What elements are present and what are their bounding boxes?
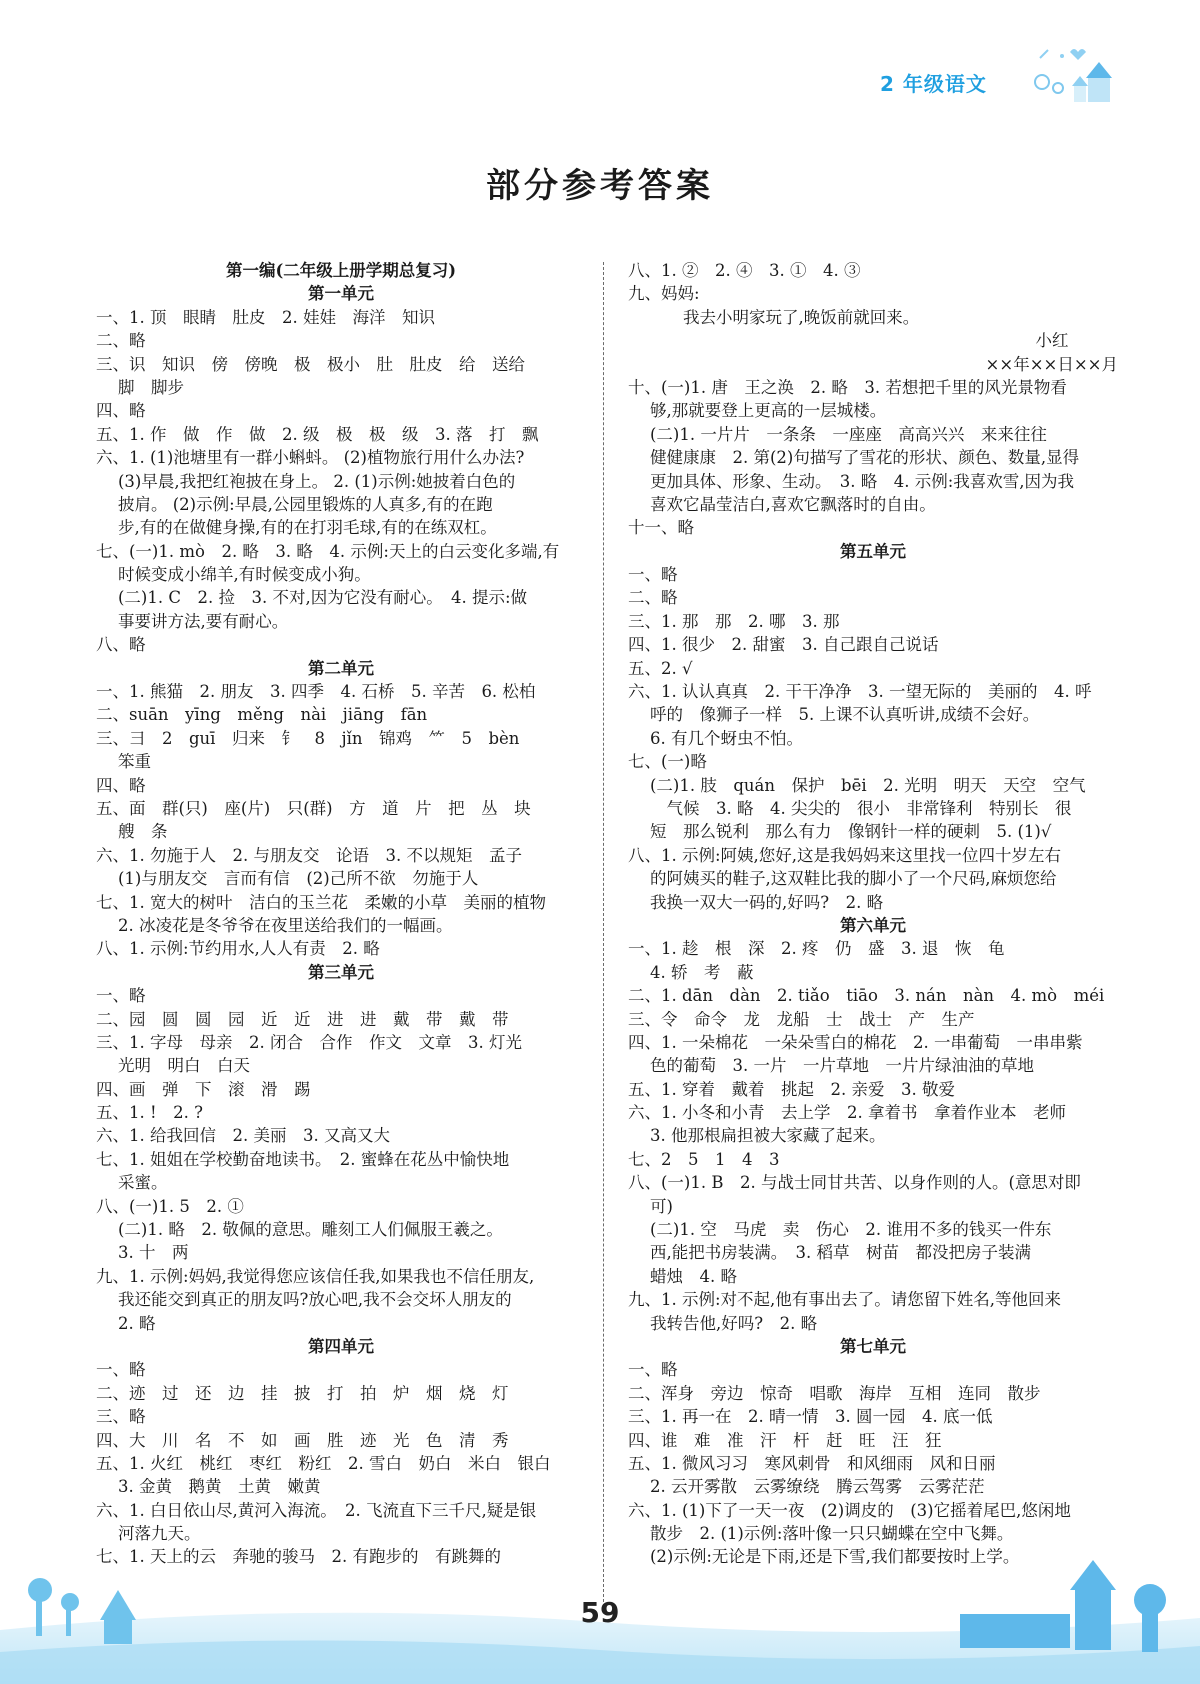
answer-line: 八、(一)1. 5 2. ① — [96, 1196, 244, 1216]
section-heading: 第四单元 — [308, 1336, 374, 1356]
answer-line: 六、1. 勿施于人 2. 与朋友交 论语 3. 不以规矩 孟子 — [96, 845, 522, 865]
answer-line: 五、1. 作 做 作 做 2. 级 极 极 级 3. 落 打 飘 — [96, 424, 539, 444]
answer-line: 蜡烛 4. 略 — [650, 1266, 737, 1286]
answer-line: 我还能交到真正的朋友吗?放心吧,我不会交坏人朋友的 — [118, 1290, 512, 1310]
answer-line: 六、1. 给我回信 2. 美丽 3. 又高又大 — [96, 1126, 390, 1146]
answer-line: 色的葡萄 3. 一片 一片草地 一片片绿油油的草地 — [650, 1056, 1034, 1076]
answer-line: 气候 3. 略 4. 尖尖的 很小 非常锋利 特别长 很 — [650, 798, 1072, 818]
answer-line: 二、略 — [628, 588, 678, 608]
answer-line: 河落九天。 — [118, 1524, 201, 1544]
answer-line: 我去小明家玩了,晚饭前就回来。 — [650, 307, 920, 327]
answer-line: 3. 十 两 — [118, 1243, 189, 1263]
answer-line: 十一、略 — [628, 518, 694, 538]
answer-line: 十、(一)1. 唐 王之涣 2. 略 3. 若想把千里的风光景物看 — [628, 377, 1067, 397]
answer-line: 一、略 — [96, 1360, 146, 1380]
right-column — [628, 259, 1118, 1569]
answer-line: 七、1. 宽大的树叶 洁白的玉兰花 柔嫩的小草 美丽的植物 — [96, 892, 546, 912]
answer-line: 八、1. 示例:阿姨,您好,这是我妈妈来这里找一位四十岁左右 — [628, 845, 1062, 865]
answer-line: 四、略 — [96, 775, 146, 795]
answer-line: 4. 轿 考 蔽 — [650, 962, 754, 982]
answer-line: 六、1. (1)下了一天一夜 (2)调皮的 (3)它摇着尾巴,悠闲地 — [628, 1500, 1071, 1520]
answer-line: (3)早晨,我把红袍披在身上。 2. (1)示例:她披着白色的 — [118, 471, 516, 491]
answer-line: 三、略 — [96, 1407, 146, 1427]
answer-line: 散步 2. (1)示例:落叶像一只只蝴蝶在空中飞舞。 — [650, 1524, 1014, 1544]
section-heading: 第五单元 — [840, 541, 906, 561]
left-column — [96, 259, 586, 1569]
answer-line: 更加具体、形象、生动。 3. 略 4. 示例:我喜欢雪,因为我 — [650, 471, 1075, 491]
answer-line: 五、1. 微风习习 寒风刺骨 和风细雨 风和日丽 — [628, 1453, 996, 1473]
answer-line: 西,能把书房装满。 3. 稻草 树苗 都没把房子装满 — [650, 1243, 1031, 1263]
answer-line: 步,有的在做健身操,有的在打羽毛球,有的在练双杠。 — [118, 518, 497, 538]
answer-line: 6. 有几个蚜虫不怕。 — [650, 728, 803, 748]
answer-line: 八、1. 示例:节约用水,人人有责 2. 略 — [96, 939, 380, 959]
section-heading: 第一编(二年级上册学期总复习) — [225, 261, 457, 280]
answer-line: 五、1. 火红 桃红 枣红 粉红 2. 雪白 奶白 米白 银白 — [96, 1453, 551, 1473]
answer-line: 六、1. 认认真真 2. 干干净净 3. 一望无际的 美丽的 4. 呼 — [628, 682, 1092, 702]
answer-line: 六、1. 白日依山尽,黄河入海流。 2. 飞流直下三千尺,疑是银 — [96, 1500, 537, 1520]
answer-line: ××年××日××月 — [985, 354, 1118, 374]
answer-line: 脚 脚步 — [118, 377, 184, 397]
answer-line: 八、(一)1. B 2. 与战士同甘共苦、以身作则的人。(意思对即 — [628, 1173, 1081, 1193]
answer-line: 事要讲方法,要有耐心。 — [118, 611, 289, 631]
answer-line: 短 那么锐利 那么有力 像钢针一样的硬刺 5. (1)√ — [650, 822, 1052, 842]
answer-line: 一、1. 顶 眼睛 肚皮 2. 娃娃 海洋 知识 — [96, 307, 435, 327]
answer-line: 一、1. 趁 根 深 2. 疼 仍 盛 3. 退 恢 龟 — [628, 939, 1005, 959]
answer-line: 三、1. 再一在 2. 晴一情 3. 圆一园 4. 底一低 — [628, 1407, 993, 1427]
answer-line: 小红 — [1035, 331, 1118, 351]
section-heading: 第七单元 — [840, 1336, 906, 1356]
castle-decoration-icon — [1030, 38, 1120, 108]
answer-line: 九、妈妈: — [628, 284, 700, 304]
answer-line: 二、园 圆 圆 园 近 近 进 进 戴 带 戴 带 — [96, 1009, 509, 1029]
answer-line: 七、(一)1. mò 2. 略 3. 略 4. 示例:天上的白云变化多端,有 — [96, 541, 560, 561]
answer-line: (2)示例:无论是下雨,还是下雪,我们都要按时上学。 — [650, 1547, 1020, 1567]
page-title: 部分参考答案 — [486, 166, 714, 206]
answer-line: 二、suān yīng měng nài jiāng fān — [96, 705, 428, 725]
answer-line: 可) — [650, 1196, 673, 1216]
answer-line: 九、1. 示例:对不起,他有事出去了。请您留下姓名,等他回来 — [628, 1290, 1062, 1310]
answer-line: 笨重 — [118, 752, 151, 772]
answer-line: 三、令 命令 龙 龙船 士 战士 产 生产 — [628, 1009, 975, 1029]
answer-line: (二)1. C 2. 捡 3. 不对,因为它没有耐心。 4. 提示:做 — [118, 588, 528, 608]
answer-line: 一、略 — [628, 1360, 678, 1380]
answer-line: 2. 略 — [118, 1313, 156, 1333]
answer-line: 八、略 — [96, 635, 146, 655]
answer-line: (二)1. 空 马虎 卖 伤心 2. 谁用不多的钱买一件东 — [650, 1220, 1052, 1240]
answer-line: 六、1. 小冬和小青 去上学 2. 拿着书 拿着作业本 老师 — [628, 1103, 1066, 1123]
answer-line: 一、略 — [628, 565, 678, 585]
answer-line: 七、2 5 1 4 3 — [628, 1149, 780, 1169]
answer-line: 3. 金黄 鹅黄 土黄 嫩黄 — [118, 1477, 321, 1497]
answer-line: 四、略 — [96, 401, 146, 421]
answer-line: 四、画 弹 下 滚 滑 踢 — [96, 1079, 311, 1099]
answer-line: 够,那就要登上更高的一层城楼。 — [650, 401, 887, 421]
answer-line: 七、1. 姐姐在学校勤奋地读书。 2. 蜜蜂在花丛中愉快地 — [96, 1149, 510, 1169]
answer-line: 光明 明白 白天 — [118, 1056, 250, 1076]
answer-line: 我转告他,好吗? 2. 略 — [650, 1313, 818, 1333]
answer-line: 七、1. 天上的云 奔驰的骏马 2. 有跑步的 有跳舞的 — [96, 1547, 501, 1567]
answer-line: 三、1. 字母 母亲 2. 闭合 合作 作文 文章 3. 灯光 — [96, 1032, 522, 1052]
answer-line: 披肩。 (2)示例:早晨,公园里锻炼的人真多,有的在跑 — [118, 494, 493, 514]
answer-line: (二)1. 肢 quán 保护 bēi 2. 光明 明天 天空 空气 — [650, 775, 1086, 795]
answer-line: 四、1. 很少 2. 甜蜜 3. 自己跟自己说话 — [628, 635, 939, 655]
page-number: 59 — [580, 1596, 620, 1629]
answer-line: 九、1. 示例:妈妈,我觉得您应该信任我,如果我也不信任朋友, — [96, 1266, 535, 1286]
answer-line: (1)与朋友交 言而有信 (2)己所不欲 勿施于人 — [118, 869, 479, 889]
answer-line: 二、浑身 旁边 惊奇 唱歌 海岸 互相 连同 散步 — [628, 1383, 1041, 1403]
answer-line: 三、1. 那 那 2. 哪 3. 那 — [628, 611, 840, 631]
answer-line: 采蜜。 — [118, 1173, 168, 1193]
answer-line: 二、1. dān dàn 2. tiǎo tiāo 3. nán nàn 4. mò méi — [628, 986, 1105, 1006]
column-divider — [603, 262, 604, 1612]
answer-line: 二、迹 过 还 边 挂 披 打 拍 炉 烟 烧 灯 — [96, 1383, 509, 1403]
answer-line: 我换一双大一码的,好吗? 2. 略 — [650, 892, 884, 912]
answer-line: 四、大 川 名 不 如 画 胜 迹 光 色 清 秀 — [96, 1430, 509, 1450]
answer-line: 喜欢它晶莹洁白,喜欢它飘落时的自由。 — [650, 494, 936, 514]
answer-line: 五、1. ! 2. ? — [96, 1103, 203, 1123]
answer-line: 健健康康 2. 第(2)句描写了雪花的形状、颜色、数量,显得 — [650, 448, 1080, 468]
answer-line: 六、1. (1)池塘里有一群小蝌蚪。 (2)植物旅行用什么办法? — [96, 448, 525, 468]
answer-line: 呼的 像狮子一样 5. 上课不认真听讲,成绩不会好。 — [650, 705, 1040, 725]
answer-line: 一、略 — [96, 986, 146, 1006]
subject-label: 2 年级语文 — [880, 72, 987, 96]
answer-line: 四、谁 难 准 汗 杆 赶 旺 汪 狂 — [628, 1430, 942, 1450]
answer-line: 艘 条 — [118, 822, 168, 842]
section-heading: 第六单元 — [840, 915, 906, 935]
answer-line: 五、2. √ — [628, 658, 693, 678]
answer-line: 四、1. 一朵棉花 一朵朵雪白的棉花 2. 一串葡萄 一串串紫 — [628, 1032, 1083, 1052]
answer-line: 八、1. ② 2. ④ 3. ① 4. ③ — [628, 261, 861, 280]
answer-line: 五、1. 穿着 戴着 挑起 2. 亲爱 3. 敬爱 — [628, 1079, 955, 1099]
answer-line: 一、1. 熊猫 2. 朋友 3. 四季 4. 石桥 5. 辛苦 6. 松柏 — [96, 682, 536, 702]
answer-line: 2. 云开雾散 云雾缭绕 腾云驾雾 云雾茫茫 — [650, 1477, 985, 1497]
answer-line: 3. 他那根扁担被大家藏了起来。 — [650, 1126, 886, 1146]
answer-line: 三、彐 2 guī 归来 钅 8 jǐn 锦鸡 ⺮ 5 bèn — [96, 728, 520, 748]
answer-line: 五、面 群(只) 座(片) 只(群) 方 道 片 把 丛 块 — [96, 798, 531, 818]
answer-line: (二)1. 一片片 一条条 一座座 高高兴兴 来来往往 — [650, 424, 1047, 444]
section-heading: 第一单元 — [308, 284, 374, 304]
section-heading: 第三单元 — [308, 962, 374, 982]
answer-line: 的阿姨买的鞋子,这双鞋比我的脚小了一个尺码,麻烦您给 — [650, 869, 1057, 889]
answer-line: 三、识 知识 傍 傍晚 极 极小 肚 肚皮 给 送给 — [96, 354, 525, 374]
answer-line: 七、(一)略 — [628, 752, 707, 772]
answer-line: (二)1. 略 2. 敬佩的意思。雕刻工人们佩服王羲之。 — [118, 1220, 503, 1240]
answer-line: 二、略 — [96, 331, 146, 351]
answer-line: 时候变成小绵羊,有时候变成小狗。 — [118, 565, 371, 585]
answer-line: 2. 冰凌花是冬爷爷在夜里送给我们的一幅画。 — [118, 915, 453, 935]
section-heading: 第二单元 — [308, 658, 374, 678]
